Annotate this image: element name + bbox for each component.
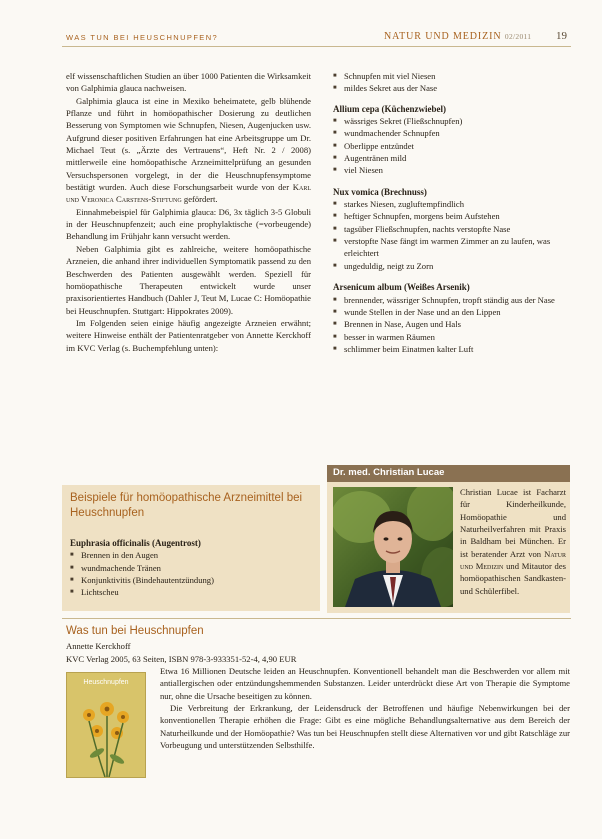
remedy-name: Euphrasia officinalis (Augentrost): [70, 538, 201, 548]
examples-box-body: [70, 537, 310, 599]
paragraph: Die Verbreitung der Erkrankung, der Leidensdruck der Betroffenen und häufige Nebenwirkungen bei der konventionellen Therapie erhöhen die Frage: Gibt es eine mögliche Behandlungsalternative aus dem Bereich der Naturheilkunde und der Homöopathie? Was tun bei Heuschnupfen stellt diese Alternativen vor und gibt Ratschläge zur Vorbeugung und unterstützenden Selbsthilfe.: [160, 703, 570, 751]
list-item: ■ Konjunktivitis (Bindehautentzündung): [70, 574, 310, 586]
issue-number: 02/2011: [504, 32, 532, 41]
portrait-image: [333, 487, 453, 607]
author-photo: [333, 487, 453, 607]
page-number: 19: [556, 30, 567, 42]
book-author: Annette Kerckhoff: [66, 641, 131, 651]
paragraph: Im Folgenden seien einige häufig angezeigte Arzneien erwähnt; weitere Hinweise enthält der Patientenratgeber von Annette Kerckhoff im KVC Verlag (s. Buchempfehlung unten):: [66, 317, 311, 353]
remedy-name: Nux vomica (Brechnuss): [333, 186, 427, 197]
symptom-list: [333, 198, 571, 272]
section-title: WAS TUN BEI HEUSCHNUPFEN?: [66, 33, 219, 42]
remedy-name: Allium cepa (Küchenzwiebel): [333, 103, 446, 114]
symptom-list: [70, 549, 310, 598]
list-item: ■ ungeduldig, neigt zu Zorn: [333, 260, 571, 272]
list-item: ■ wundmachender Schnupfen: [333, 127, 571, 139]
paragraph: Etwa 16 Millionen Deutsche leiden an Heuschnupfen. Konventionell behandelt man die Beschwerden vor allem mit antiallergischen oder entzündungshemmenden Substanzen. Leider unterdrückt diese Art von Therapie die Symptome nur, ohne die Ursache beseitigen zu können.: [160, 666, 570, 701]
list-item: ■ heftiger Schnupfen, morgens beim Aufstehen: [333, 210, 571, 222]
magazine-name: NATUR UND MEDIZIN: [384, 31, 502, 42]
list-item: ■ Brennen in den Augen: [70, 549, 310, 561]
symptom-list: [333, 70, 571, 95]
author-box-header: [327, 465, 570, 482]
list-item: ■ Schnupfen mit viel Niesen: [333, 70, 571, 82]
list-item: ■ Augentränen mild: [333, 152, 571, 164]
book-cover-title: Heuschnupfen: [83, 679, 129, 686]
left-column: [66, 70, 311, 354]
author-name: Dr. med. Christian Lucae: [333, 467, 445, 478]
examples-box-title: Beispiele für homöopathische Arzneimittel bei Heuschnupfen: [70, 492, 303, 519]
paragraph: Neben Galphimia gibt es zahlreiche, weitere homöopathische Arzneien, die anhand ihrer individuellen Symptomatik passend zu den Beschwerden des Patienten ausgewählt werden. Speziell für homöopathische Therapeuten entwickelt wurde unser praxisorientiertes Handbuch (Dahler J, Teut M, Lucae C: Homöopathie bei Heuschnupfen. Stuttgart: Hippokrates 2009).: [66, 243, 311, 316]
paragraph: Galphimia glauca ist eine in Mexiko beheimatete, gelb blühende Pflanze und führt in homöopathischer Dosierung zu deutlichen Besserung von Symptomen wie Schnupfen, Niesen, Augenjucken usw. Aufgrund dieser positiven Erfahrungen hat eine Arbeitsgruppe um Dr. Michael Teut (s. „Ärzte des Vertrauens“, Heft Nr. 2 / 2008) mittlerweile eine homöopathische Arzneimittelprüfung an gesunden Versuchspersonen vorgelegt, in der die Heuschnupfensymptome bestätigt wurden. Auch diese Forschungsarbeit wurde von der Karl und Veronica Carstens-Stiftung gefördert.: [66, 95, 312, 205]
list-item: ■ Brennen in Nase, Augen und Hals: [333, 318, 571, 330]
book-title: Was tun bei Heuschnupfen: [66, 625, 204, 637]
foundation-name: Karl und Veronica Carstens-Stiftung: [66, 182, 312, 205]
list-item: ■ brennender, wässriger Schnupfen, tropft ständig aus der Nase: [333, 294, 571, 306]
header-rule: [62, 46, 571, 47]
author-box: [327, 465, 570, 613]
list-item: ■ Lichtscheu: [70, 586, 310, 598]
paragraph: Einnahmebeispiel für Galphimia glauca: D6, 3x täglich 3-5 Globuli in der Heuschnupfenzeit; auch eine prophylaktische (=vorbeugende) Behandlung im Frühjahr kann versucht werden.: [66, 206, 311, 242]
list-item: ■ mildes Sekret aus der Nase: [333, 82, 571, 94]
list-item: ■ Oberlippe entzündet: [333, 140, 571, 152]
author-bio: Christian Lucae ist Facharzt für Kinderheilkunde, Homöopathie und Naturheilverfahren mit Praxis in Baldham bei München. Er ist beratender Arzt von Natur und Medizin und Mitautor des homöopathischen Sandkasten- und Schülerfibel.: [460, 487, 566, 596]
journal-name: Natur und Medizin: [460, 548, 566, 572]
list-item: ■ tagsüber Fließschnupfen, nachts verstopfte Nase: [333, 223, 571, 235]
list-item: ■ schlimmer beim Einatmen kalter Luft: [333, 343, 571, 355]
list-item: ■ verstopfte Nase fängt im warmen Zimmer an zu laufen, was erleichtert: [333, 235, 571, 260]
remedy-name: Arsenicum album (Weißes Arsenik): [333, 282, 470, 293]
flower-illustration: [67, 673, 145, 777]
magazine-title: [384, 31, 531, 42]
list-item: ■ wunde Stellen in der Nase und an den Lippen: [333, 306, 571, 318]
page-header: [0, 0, 602, 42]
list-item: ■ wässriges Sekret (Fließschnupfen): [333, 115, 571, 127]
list-item: ■ besser in warmen Räumen: [333, 331, 571, 343]
right-column: [333, 70, 571, 355]
list-item: ■ starkes Niesen, zugluftempfindlich: [333, 198, 571, 210]
book-description: [160, 665, 570, 751]
book-meta: KVC Verlag 2005, 63 Seiten, ISBN 978-3-933351-52-4, 4,90 EUR: [66, 654, 297, 664]
list-item: ■ viel Niesen: [333, 164, 571, 176]
symptom-list: [333, 294, 571, 356]
examples-box: [62, 485, 320, 611]
list-item: ■ wundmachende Tränen: [70, 562, 310, 574]
paragraph: elf wissenschaftlichen Studien an über 1000 Patienten die Wirksamkeit von Galphimia glauca nachweisen.: [66, 71, 311, 94]
symptom-list: [333, 115, 571, 177]
section-rule: [62, 618, 571, 619]
book-cover: [66, 672, 146, 778]
